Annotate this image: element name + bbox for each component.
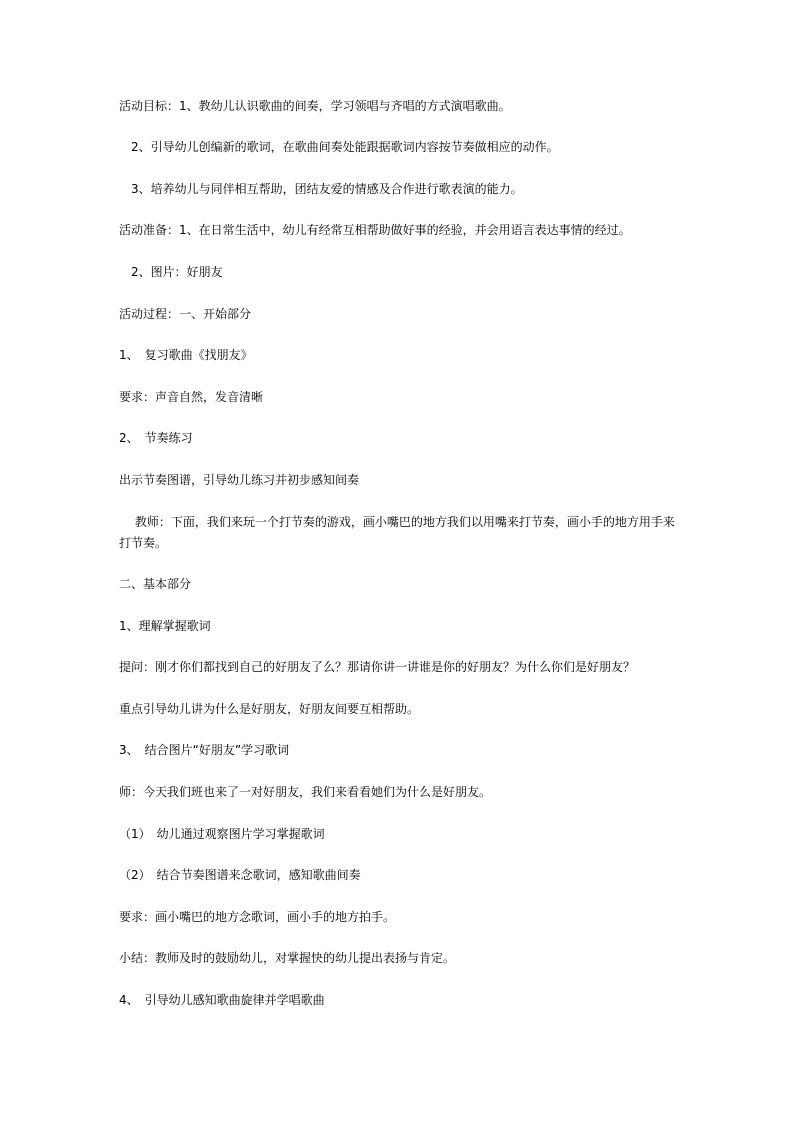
question-line: 提问：刚才你们都找到自己的好朋友了么？那请你讲一讲谁是你的好朋友？为什么你们是好朋友？ [119, 660, 636, 674]
teacher-speech-paragraph: 教师：下面，我们来玩一个打节奏的游戏，画小嘴巴的地方我们以用嘴来打节奏，画小手的地方用手来打节奏。 [119, 515, 675, 550]
summary-line: 小结：教师及时的鼓励幼儿，对掌握快的幼儿提出表扬与肯定。 [119, 951, 456, 965]
rhythm-chart-line: 出示节奏图谱，引导幼儿练习并初步感知间奏 [119, 473, 360, 487]
review-song-item: 1、 复习歌曲《找朋友》 [119, 348, 253, 362]
sub-item-1: （1） 幼儿通过观察图片学习掌握歌词 [119, 827, 325, 841]
preparation-line-2: 2、图片：好朋友 [119, 265, 223, 279]
process-heading: 活动过程：一、开始部分 [119, 307, 252, 321]
picture-lyrics-item: 3、 结合图片“好朋友”学习歌词 [119, 743, 290, 757]
objective-line-3: 3、培养幼儿与同伴相互帮助，团结友爱的情感及合作进行歌表演的能力。 [119, 182, 523, 196]
key-guidance-line: 重点引导幼儿讲为什么是好朋友，好朋友间要互相帮助。 [119, 702, 420, 716]
melody-learning-item: 4、 引导幼儿感知歌曲旋律并学唱歌曲 [119, 993, 325, 1007]
basic-section-heading: 二、基本部分 [119, 577, 192, 591]
sub-item-2: （2） 结合节奏图谱来念歌词，感知歌曲间奏 [119, 868, 361, 882]
objective-line-2: 2、引导幼儿创编新的歌词，在歌曲间奏处能跟据歌词内容按节奏做相应的动作。 [119, 140, 559, 154]
requirement-line-2: 要求：画小嘴巴的地方念歌词，画小手的地方拍手。 [119, 910, 396, 924]
objective-line-1: 活动目标：1、教幼儿认识歌曲的间奏，学习领唱与齐唱的方式演唱歌曲。 [119, 99, 511, 113]
requirement-line-1: 要求：声音自然，发音清晰 [119, 390, 264, 404]
teacher-intro-line: 师：今天我们班也来了一对好朋友，我们来看看她们为什么是好朋友。 [119, 785, 492, 799]
rhythm-practice-item: 2、 节奏练习 [119, 431, 193, 445]
preparation-line-1: 活动准备：1、在日常生活中，幼儿有经常互相帮助做好事的经验，并会用语言表达事情的经过。 [119, 223, 631, 237]
lyrics-understanding-item: 1、理解掌握歌词 [119, 619, 211, 633]
